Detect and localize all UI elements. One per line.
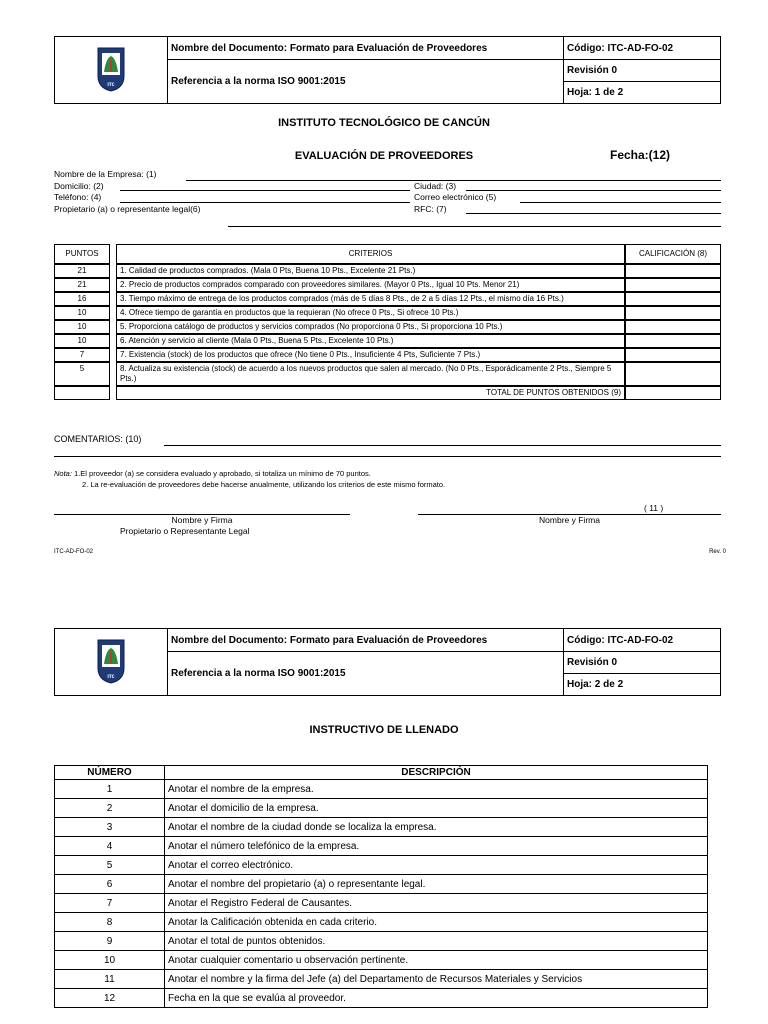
comments-label: COMENTARIOS: (10) (54, 434, 142, 444)
row-criterion: 5. Proporciona catálogo de productos y servicios comprados (No proporciona 0 Pts., Si proporciona 10 Pts.) (116, 320, 625, 334)
form-title: EVALUACIÓN DE PROVEEDORES (294, 150, 474, 162)
city-field[interactable] (466, 190, 721, 191)
note-line-1 (54, 469, 371, 478)
total-cell[interactable] (625, 386, 721, 400)
row-description: Fecha en la que se evalúa al proveedor. (165, 989, 708, 1008)
criteria-row (54, 292, 721, 306)
note-line-2: 2. La re-evaluación de proveedores debe hacerse anualmente, utilizando los criterios de este mismo formato. (82, 480, 446, 489)
criteria-header: CRITERIOS (116, 244, 625, 264)
revision: Revisión 0 (564, 60, 721, 82)
note-word: Nota: (54, 469, 72, 478)
row-points: 21 (54, 278, 110, 292)
row-description: Anotar el nombre y la firma del Jefe (a) del Departamento de Recursos Materiales y Servicios (165, 970, 708, 989)
row-description: Anotar el Registro Federal de Causantes. (165, 894, 708, 913)
table-row (55, 932, 708, 951)
row-number: 12 (55, 989, 165, 1008)
document-code: Código: ITC-AD-FO-02 (564, 37, 721, 60)
table-row (55, 818, 708, 837)
criteria-row (54, 306, 721, 320)
row-number: 7 (55, 894, 165, 913)
criteria-table (54, 244, 721, 400)
shield-icon (96, 638, 126, 684)
row-description: Anotar el correo electrónico. (165, 856, 708, 875)
description-header: DESCRIPCIÓN (165, 766, 708, 780)
grade-cell[interactable] (625, 264, 721, 278)
row-number: 1 (55, 780, 165, 799)
rfc-field[interactable] (466, 213, 721, 214)
row-number: 11 (55, 970, 165, 989)
criteria-row (54, 264, 721, 278)
row-criterion: 3. Tiempo máximo de entrega de los productos comprados (más de 5 días 8 Pts., de 2 a 5 días 12 Pts., el mismo día 16 Pts.) (116, 292, 625, 306)
row-points: 7 (54, 348, 110, 362)
criteria-row (54, 278, 721, 292)
criteria-row (54, 320, 721, 334)
table-row (55, 837, 708, 856)
address-label: Domicilio: (2) (54, 181, 104, 191)
document-name: Nombre del Documento: Formato para Evaluación de Proveedores (168, 629, 564, 652)
criteria-row (54, 362, 721, 386)
total-label: TOTAL DE PUNTOS OBTENIDOS (9) (116, 386, 625, 400)
grade-cell[interactable] (625, 362, 721, 386)
svg-text:ITC: ITC (107, 673, 115, 679)
row-description: Anotar el número telefónico de la empresa. (165, 837, 708, 856)
footer-revision: Rev. 0 (709, 549, 726, 555)
row-description: Anotar el nombre del propietario (a) o representante legal. (165, 875, 708, 894)
points-header: PUNTOS (54, 244, 110, 264)
sheet-number: Hoja: 2 de 2 (564, 674, 721, 696)
sheet-number: Hoja: 1 de 2 (564, 82, 721, 104)
row-number: 2 (55, 799, 165, 818)
row-description: Anotar el domicilio de la empresa. (165, 799, 708, 818)
row-description: Anotar cualquier comentario u observación pertinente. (165, 951, 708, 970)
table-row (55, 951, 708, 970)
left-signature-label: Nombre y Firma (171, 515, 233, 525)
total-row (54, 386, 721, 400)
right-signature-label: Nombre y Firma (539, 515, 600, 525)
shield-icon (96, 46, 126, 92)
table-row (55, 913, 708, 932)
grade-cell[interactable] (625, 334, 721, 348)
criteria-row (54, 334, 721, 348)
city-label: Ciudad: (3) (414, 181, 457, 191)
document-header-page-2 (54, 628, 721, 696)
date-label: Fecha:(12) (610, 148, 671, 162)
row-number: 8 (55, 913, 165, 932)
row-description: Anotar la Calificación obtenida en cada criterio. (165, 913, 708, 932)
table-row (55, 856, 708, 875)
row-criterion: 8. Actualiza su existencia (stock) de acuerdo a los nuevos productos que salen al mercado. (No 0 Pts., Esporádicamente 2 Pts., Siempre 5 Pts.) (116, 362, 625, 386)
left-signature-role: Propietario o Representante Legal (120, 526, 250, 536)
row-number: 10 (55, 951, 165, 970)
document-header-page-1 (54, 36, 721, 104)
footer-code: ITC-AD-FO-02 (54, 549, 93, 555)
row-number: 3 (55, 818, 165, 837)
comments-field[interactable] (164, 445, 721, 446)
row-criterion: 7. Existencia (stock) de los productos que ofrece (No tiene 0 Pts., Insuficiente 4 Pts, Suficiente 7 Pts.) (116, 348, 625, 362)
phone-field[interactable] (120, 202, 410, 203)
owner-label: Propietario (a) o representante legal(6) (54, 204, 201, 214)
grade-cell[interactable] (625, 320, 721, 334)
comments-line-2 (54, 456, 721, 457)
company-label: Nombre de la Empresa: (1) (54, 169, 157, 179)
row-description: Anotar el nombre de la ciudad donde se localiza la empresa. (165, 818, 708, 837)
grade-header: CALIFICACIÓN (8) (625, 244, 721, 264)
norm-reference: Referencia a la norma ISO 9001:2015 (168, 652, 564, 696)
table-row (55, 989, 708, 1008)
email-label: Correo electrónico (5) (414, 192, 497, 202)
row-number: 6 (55, 875, 165, 894)
rfc-label: RFC: (7) (414, 204, 447, 214)
grade-cell[interactable] (625, 292, 721, 306)
owner-field[interactable] (228, 226, 721, 227)
row-number: 5 (55, 856, 165, 875)
table-row (55, 799, 708, 818)
row-number: 9 (55, 932, 165, 951)
criteria-row (54, 348, 721, 362)
row-criterion: 1. Calidad de productos comprados. (Mala 0 Pts, Buena 10 Pts., Excelente 21 Pts.) (116, 264, 625, 278)
row-points: 5 (54, 362, 110, 386)
row-points: 16 (54, 292, 110, 306)
row-points: 10 (54, 320, 110, 334)
row-number: 4 (55, 837, 165, 856)
grade-cell[interactable] (625, 306, 721, 320)
address-field[interactable] (120, 190, 410, 191)
email-field[interactable] (520, 202, 721, 203)
phone-label: Teléfono: (4) (54, 192, 102, 202)
right-signature-mark: ( 11 ) (644, 503, 664, 513)
row-description: Anotar el nombre de la empresa. (165, 780, 708, 799)
table-row (55, 970, 708, 989)
row-criterion: 4. Ofrece tiempo de garantía en productos que la requieran (No ofrece 0 Pts., Si ofrece 10 Pts.) (116, 306, 625, 320)
row-criterion: 2. Precio de productos comprados comparado con proveedores similares. (Mayor 0 Pts., Igual 10 Pts. Menor 21) (116, 278, 625, 292)
number-header: NÚMERO (55, 766, 165, 780)
note-text-1: 1.El proveedor (a) se considera evaluado y aprobado, si totaliza un mínimo de 70 puntos. (71, 469, 371, 478)
row-points: 10 (54, 306, 110, 320)
svg-text:ITC: ITC (107, 81, 115, 87)
table-row (55, 875, 708, 894)
row-criterion: 6. Atención y servicio al cliente (Mala 0 Pts., Buena 5 Pts., Excelente 10 Pts.) (116, 334, 625, 348)
document-name: Nombre del Documento: Formato para Evaluación de Proveedores (168, 37, 564, 60)
instructions-table (54, 765, 708, 1008)
norm-reference: Referencia a la norma ISO 9001:2015 (168, 60, 564, 104)
institution-logo (55, 629, 168, 696)
table-row (55, 780, 708, 799)
row-description: Anotar el total de puntos obtenidos. (165, 932, 708, 951)
table-row (55, 894, 708, 913)
row-points: 21 (54, 264, 110, 278)
grade-cell[interactable] (625, 348, 721, 362)
institute-name: INSTITUTO TECNOLÓGICO DE CANCÚN (278, 117, 490, 129)
row-points: 10 (54, 334, 110, 348)
instructions-title: INSTRUCTIVO DE LLENADO (309, 724, 459, 736)
document-code: Código: ITC-AD-FO-02 (564, 629, 721, 652)
revision: Revisión 0 (564, 652, 721, 674)
institution-logo (55, 37, 168, 104)
grade-cell[interactable] (625, 278, 721, 292)
